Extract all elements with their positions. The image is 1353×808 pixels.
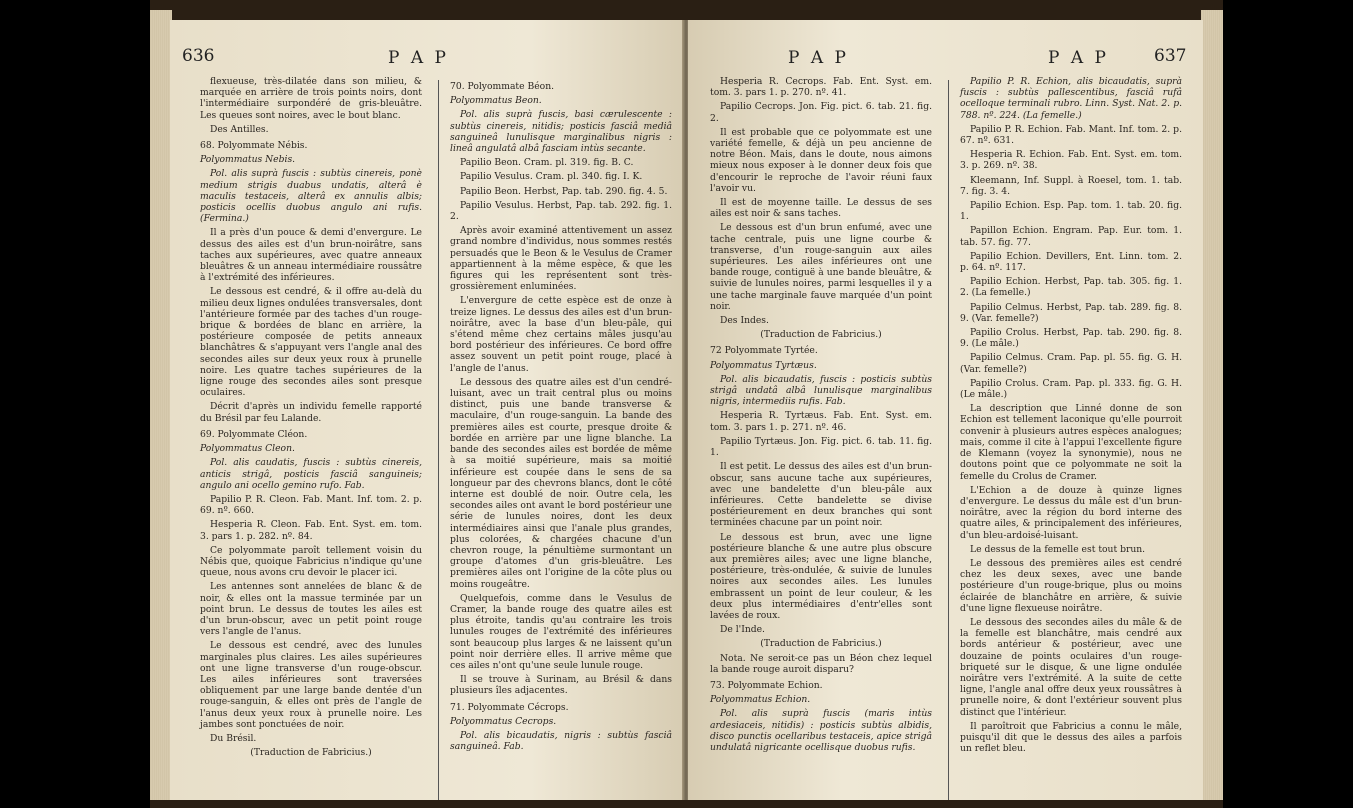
- text-paragraph: Le dessus de la femelle est tout brun.: [970, 543, 1146, 555]
- right-page: [688, 20, 1203, 800]
- text-paragraph: Le dessous des premières ailes est cendré chez les deux sexes, avec une bande postérieure d'un rouge-brique, plus ou moins éclairée de blanchâtre en arrière, & suivie d'une ligne flexueuse noirâtre.: [960, 557, 1182, 614]
- text-paragraph: Il est probable que ce polyommate est une variété femelle, & déjà un peu ancienne de notre Béon. Mais, dans le doute, nous aimons mieux nous exposer à le donner deux fois que d'encourir le reproche de l'avoir réuni faux l'avoir vu.: [710, 126, 932, 194]
- text-paragraph: Les antennes sont annelées de blanc & de noir, & elles ont la massue terminée par un point brun. Le dessus de toutes les ailes est d'un brun-obscur, avec un petit point rouge vers l'angle de l'anus.: [200, 581, 422, 638]
- text-paragraph: Il a près d'un pouce & demi d'envergure. Le dessus des ailes est d'un brun-noirâtre, sans taches aux supérieures, avec quatre anneaux bleuâtres & un anneau intermédiaire roussâtre à l'extrémité des inférieures.: [200, 227, 422, 284]
- text-paragraph: Hesperia R. Tyrtæus. Fab. Ent. Syst. em. tom. 3. pars 1. p. 271. nº. 46.: [710, 410, 932, 433]
- right-column-1: [710, 76, 932, 756]
- text-paragraph: Polyommatus Echion.: [710, 694, 811, 706]
- text-paragraph: flexueuse, très-dilatée dans son milieu, & marquée en arrière de trois points noirs, dont l'intermédiaire surpondéré de gris-bleuâtre. Les queues sont noires, avec le bout blanc.: [200, 76, 422, 121]
- text-paragraph: Pol. alis suprà fuscis : subtùs cinereis, ponè medium strigis duabus undatis, alterâ è maculis testaceis, alterâ ex annulis albis; posticis ocellis duobus angulo ani rufis. (Fermina.): [200, 168, 422, 225]
- running-head: P A P: [788, 48, 849, 68]
- text-paragraph: Polyommatus Tyrtæus.: [710, 359, 817, 371]
- text-paragraph: Il paroîtroit que Fabricius a connu le mâle, puisqu'il dit que le dessus des ailes a parfois un reflet bleu.: [960, 720, 1182, 755]
- text-paragraph: (Traduction de Fabricius.): [250, 747, 372, 759]
- text-paragraph: Après avoir examiné attentivement un assez grand nombre d'individus, nous sommes restés persuadés que le Beon & le Vesulus de Cramer appartiennent à la même espèce, & que les figures qui les représentent sont très-grossièrement enluminées.: [450, 225, 672, 293]
- text-paragraph: Papilio P. R. Cleon. Fab. Mant. Inf. tom. 2. p. 69. nº. 660.: [200, 493, 422, 517]
- text-paragraph: Il est petit. Le dessus des ailes est d'un brun-obscur, sans aucune tache aux supérieures, avec une bandelette d'un bleu-pâle aux inférieures. Cette bandelette se divise postérieurement en deux branches qui sont terminées chacune par un point noir.: [710, 461, 932, 529]
- text-paragraph: Papillon Echion. Engram. Pap. Eur. tom. 1. tab. 57. fig. 77.: [960, 225, 1182, 248]
- text-paragraph: Le dessous est cendré, & il offre au-delà du milieu deux lignes ondulées transversales, dont l'antérieure formée par des taches d'un rouge-brique & bordées de blanc en arrière, la postérieure composée de petits anneaux blanchâtres & s'appuyant vers l'angle anal des secondes ailes sur deux yeux roux à prunelle noire. Les quatre taches supérieures de la ligne rouge des secondes ailes sont presque oculaires.: [200, 286, 422, 399]
- text-paragraph: Pol. alis bicaudatis, nigris : subtùs fasciâ sanguineâ. Fab.: [450, 729, 672, 753]
- text-paragraph: Décrit d'après un individu femelle rapporté du Brésil par feu Lalande.: [200, 401, 422, 424]
- text-paragraph: Hesperia R. Cleon. Fab. Ent. Syst. em. tom. 3. pars 1. p. 282. nº. 84.: [200, 519, 422, 542]
- text-paragraph: Pol. alis bicaudatis, fuscis : posticis subtùs strigâ undatâ albâ lunulisque marginalibus nigris, intermediis rufis. Fab.: [710, 373, 932, 408]
- text-paragraph: L'Echion a de douze à quinze lignes d'envergure. Le dessus du mâle est d'un brun-noirâtre, avec la région du bord interne des quatre ailes, & principalement des inférieures, d'un bleu-ardoisé-luisant.: [960, 484, 1182, 541]
- running-head: P A P: [388, 48, 449, 68]
- text-paragraph: Le dessous est d'un brun enfumé, avec une tache centrale, puis une ligne courbe & transverse, d'un rouge-sanguin aux ailes supérieures. Les ailes inférieures ont une bande rouge, contiguë à une bande bleuâtre, & suivie de lunules noires, parmi lesquelles il y a une tache marginale fauve marquée d'un point noir.: [710, 222, 932, 312]
- text-paragraph: La description que Linné donne de son Echion est tellement laconique qu'elle pourroit convenir à plusieurs autres espèces analogues; mais, comme il cite à l'appui l'excellente figure de Klemann (voyez la synonymie), nous ne doutons point que ce polyommate ne soit la femelle du Crolus de Cramer.: [960, 403, 1182, 482]
- text-paragraph: Le dessous des secondes ailes du mâle & de la femelle est blanchâtre, mais cendré aux bords antérieur & postérieur, avec une douzaine de points oculaires d'un rouge-briqueté sur le disque, & une ligne ondulée noirâtre vers l'extrémité. A la suite de cette ligne, l'angle anal offre deux yeux roussâtres à prunelle noire, & dont l'extérieur souvent plus distinct que l'intérieur.: [960, 616, 1182, 718]
- text-paragraph: Ce polyommate paroît tellement voisin du Nébis que, quoique Fabricius n'indique qu'une queue, nous avons cru devoir le placer ici.: [200, 544, 422, 579]
- text-paragraph: Papilio Celmus. Herbst, Pap. tab. 289. fig. 8. 9. (Var. femelle?): [960, 301, 1182, 324]
- page-edges-right: [1201, 10, 1223, 800]
- text-paragraph: Papilio Crolus. Herbst, Pap. tab. 290. fig. 8. 9. (Le mâle.): [960, 327, 1182, 350]
- text-paragraph: Papilio Crolus. Cram. Pap. pl. 333. fig. G. H. (Le mâle.): [960, 377, 1182, 401]
- text-paragraph: Quelquefois, comme dans le Vesulus de Cramer, la bande rouge des quatre ailes est plus étroite, tandis qu'au contraire les trois lunules rouges de l'extrémité des inférieures sont beaucoup plus larges & ne laissent qu'un point noir derrière elles. Il arrive même que ces ailes n'ont qu'une seule lunule rouge.: [450, 592, 672, 671]
- page-edges-left: [150, 10, 172, 800]
- left-column-2: [450, 76, 672, 755]
- text-paragraph: Nota. Ne seroit-ce pas un Béon chez lequel la bande rouge auroit disparu?: [710, 652, 932, 675]
- open-book: [150, 0, 1223, 808]
- text-paragraph: Papilio P. R. Echion. Fab. Mant. Inf. tom. 2. p. 67. nº. 631.: [960, 123, 1182, 147]
- text-paragraph: Pol. alis suprà fuscis (maris intùs ardesiaceis, nitidis) : posticis subtùs albidis, disco punctis ocellaribus testaceis, apice strigâ undulatâ nigricante ocellisque duobus rufis.: [710, 708, 932, 753]
- text-paragraph: Le dessous est brun, avec une ligne postérieure blanche & une autre plus obscure aux premières ailes; avec une ligne blanche, postérieure, très-ondulée, & suivie de lunules noires aux secondes ailes. Les lunules embrassent un point de leur couleur, & les deux plus intermédiaires d'entr'elles sont lavées de roux.: [710, 531, 932, 621]
- text-paragraph: Du Brésil.: [210, 732, 257, 744]
- left-page: [170, 20, 685, 800]
- entry-heading: 71. Polyommate Cécrops.: [450, 701, 569, 713]
- text-paragraph: Papilio Celmus. Cram. Pap. pl. 55. fig. G. H. (Var. femelle?): [960, 352, 1182, 375]
- text-paragraph: Papilio Cecrops. Jon. Fig. pict. 6. tab. 21. fig. 2.: [710, 101, 932, 124]
- text-paragraph: Le dessous est cendré, avec des lunules marginales plus claires. Les ailes supérieures ont une ligne transverse d'un rouge-obscur. Les ailes inférieures sont traversées obliquement par une large bande dentée d'un rouge-sanguin, & elles ont près de l'angle de l'anus deux yeux roux à prunelle noire. Les jambes sont ponctuées de noir.: [200, 640, 422, 730]
- page-number: 636: [182, 46, 215, 66]
- text-paragraph: Papilio Echion. Herbst, Pap. tab. 305. fig. 1. 2. (La femelle.): [960, 276, 1182, 299]
- column-divider: [948, 80, 949, 800]
- text-paragraph: (Traduction de Fabricius.): [760, 329, 882, 341]
- column-divider: [438, 80, 439, 800]
- page-number: 637: [1154, 46, 1187, 66]
- text-paragraph: Le dessous des quatre ailes est d'un cendré-luisant, avec un trait central plus ou moins distinct, puis une bande transverse & maculaire, d'un rouge-sanguin. La bande des premières ailes est courte, presque droite & bordée en arrière par une ligne blanche. La bande des secondes ailes est bordée de même à sa moitié supérieure, mais sa moitié inférieure est coupée dans le sens de sa longueur par des chevrons blancs, dont le côté interne est doublé de noir. Outre cela, les secondes ailes ont avant le bord postérieur une série de lunules noires, dont les deux intermédiaires ainsi que l'anale plus grandes, plus colorées, & chargées chacune d'un chevron rouge, la pénultième surmontant un groupe d'atomes d'un gris-bleuâtre. Les premières ailes ont l'origine de la côte plus ou moins rougeâtre.: [450, 376, 672, 590]
- entry-heading: 70. Polyommate Béon.: [450, 81, 555, 92]
- text-paragraph: Il est de moyenne taille. Le dessus de ses ailes est noir & sans taches.: [710, 197, 932, 220]
- text-paragraph: Hesperia R. Cecrops. Fab. Ent. Syst. em. tom. 3. pars 1. p. 270. nº. 41.: [710, 76, 932, 99]
- text-paragraph: Pol. alis suprà fuscis, basi cærulescente : subtùs cinereis, nitidis; posticis fasciâ mediâ sanguineâ lunulisque marginalibus nigris : lineâ angulatâ albâ fasciam intùs secante.: [450, 109, 672, 155]
- text-paragraph: Papilio Echion. Devillers, Ent. Linn. tom. 2. p. 64. nº. 117.: [960, 250, 1182, 274]
- text-paragraph: Papilio P. R. Echion, alis bicaudatis, suprà fuscis : subtùs pallescentibus, fasciâ rufâ ocelloque terminali rubro. Linn. Syst. Nat. 2. p. 788. nº. 224. (La femelle.): [960, 76, 1182, 121]
- text-paragraph: Papilio Beon. Herbst, Pap. tab. 290. fig. 4. 5.: [460, 185, 668, 197]
- text-paragraph: Papilio Vesulus. Herbst, Pap. tab. 292. fig. 1. 2.: [450, 199, 672, 223]
- text-paragraph: Polyommatus Cecrops.: [450, 715, 557, 727]
- text-paragraph: Polyommatus Cleon.: [200, 443, 295, 455]
- text-paragraph: Des Antilles.: [210, 123, 269, 135]
- entry-heading: 73. Polyommate Echion.: [710, 679, 823, 691]
- text-paragraph: Hesperia R. Echion. Fab. Ent. Syst. em. tom. 3. p. 269. nº. 38.: [960, 149, 1182, 172]
- text-paragraph: De l'Inde.: [720, 624, 765, 636]
- text-paragraph: Papilio Beon. Cram. pl. 319. fig. B. C.: [460, 157, 634, 169]
- text-paragraph: Des Indes.: [720, 315, 769, 327]
- text-paragraph: Il se trouve à Surinam, au Brésil & dans plusieurs îles adjacentes.: [450, 674, 672, 697]
- text-paragraph: Polyommatus Beon.: [450, 95, 542, 107]
- text-paragraph: Papilio Vesulus. Cram. pl. 340. fig. I. K.: [460, 171, 643, 183]
- text-paragraph: Polyommatus Nebis.: [200, 154, 296, 166]
- entry-heading: 69. Polyommate Cléon.: [200, 428, 308, 440]
- text-paragraph: Pol. alis caudatis, fuscis : subtùs cinereis, anticis strigâ, posticis fasciâ sanguineis; angulo ani ocello gemino rufo. Fab.: [200, 457, 422, 491]
- text-paragraph: Papilio Echion. Esp. Pap. tom. 1. tab. 20. fig. 1.: [960, 200, 1182, 223]
- text-paragraph: Papilio Tyrtæus. Jon. Fig. pict. 6. tab. 11. fig. 1.: [710, 435, 932, 459]
- entry-heading: 68. Polyommate Nébis.: [200, 140, 308, 152]
- text-paragraph: (Traduction de Fabricius.): [760, 638, 882, 650]
- text-paragraph: Kleemann, Inf. Suppl. à Roesel, tom. 1. tab. 7. fig. 3. 4.: [960, 174, 1182, 197]
- running-head: P A P: [1048, 48, 1109, 68]
- entry-heading: 72 Polyommate Tyrtée.: [710, 345, 818, 357]
- left-column-1: [200, 76, 422, 761]
- text-paragraph: L'envergure de cette espèce est de onze à treize lignes. Le dessus des ailes est d'un brun-noirâtre, avec la base d'un bleu-pâle, qui s'étend même chez certains mâles jusqu'au bord postérieur des inférieures. Ce bord offre assez souvent un petit point rouge, placé à l'angle de l'anus.: [450, 295, 672, 374]
- right-column-2: [960, 76, 1182, 757]
